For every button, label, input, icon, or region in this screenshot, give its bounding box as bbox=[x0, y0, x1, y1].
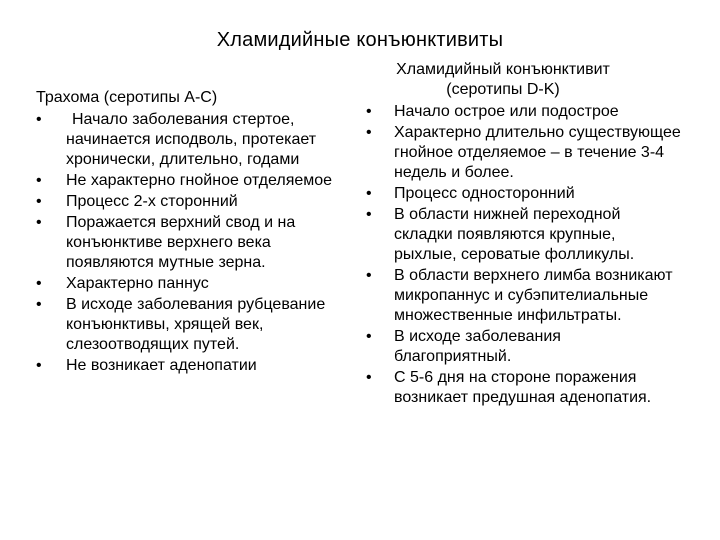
bullet-icon: • bbox=[366, 206, 372, 223]
bullet-icon: • bbox=[36, 172, 42, 189]
bullet-icon: • bbox=[366, 328, 372, 345]
list-item: • Поражается верхний свод и на конъюнктиве верхнего века появляются мутные зерна. bbox=[36, 214, 296, 271]
page-title: Хламидийные конъюнктивиты bbox=[216, 29, 504, 51]
trachoma-heading: Трахома (серотипы А-С) bbox=[36, 89, 218, 106]
list-item: • Характерно длительно существующее гнойное отделяемое – в течение 3-4 недель и более. bbox=[366, 124, 681, 181]
bullet-icon: • bbox=[36, 357, 42, 374]
trachoma-list bbox=[36, 110, 336, 376]
bullet-icon: • bbox=[36, 275, 42, 292]
list-item: • В области верхнего лимба возникают микропаннус и субэпителиальные множественные инфильтраты. bbox=[366, 267, 673, 324]
list-item: • Не характерно гнойное отделяемое bbox=[36, 172, 333, 189]
chlamydial-heading-line1: Хламидийный конъюнктивит bbox=[396, 61, 610, 78]
bullet-icon: • bbox=[36, 214, 42, 231]
bullet-icon: • bbox=[366, 185, 372, 202]
trachoma-column bbox=[36, 88, 336, 377]
bullet-icon: • bbox=[366, 103, 372, 120]
list-item: • В исходе заболевания благоприятный. bbox=[366, 328, 561, 365]
list-item: • В исходе заболевания рубцевание конъюнктивы, хрящей век, слезоотводящих путей. bbox=[36, 296, 326, 353]
bullet-icon: • bbox=[366, 124, 372, 141]
bullet-icon: • bbox=[36, 296, 42, 313]
list-item: • Не возникает аденопатии bbox=[36, 357, 257, 374]
list-item: • Начало заболевания стертое, начинается исподволь, протекает хронически, длительно, годами bbox=[36, 111, 317, 168]
chlamydial-heading bbox=[362, 60, 638, 100]
list-item: • Процесс 2-х сторонний bbox=[36, 193, 238, 210]
chlamydial-list bbox=[362, 102, 682, 408]
chlamydial-conjunctivitis-column bbox=[362, 60, 682, 409]
list-item: • Начало острое или подострое bbox=[366, 103, 619, 120]
list-item: • С 5-6 дня на стороне поражения возникает предушная аденопатия. bbox=[366, 369, 652, 406]
list-item: • В области нижней переходной складки появляются крупные, рыхлые, сероватые фолликулы. bbox=[366, 206, 635, 263]
bullet-icon: • bbox=[366, 369, 372, 386]
bullet-icon: • bbox=[36, 111, 42, 128]
bullet-icon: • bbox=[366, 267, 372, 284]
list-item: • Характерно паннус bbox=[36, 275, 209, 292]
list-item: • Процесс односторонний bbox=[366, 185, 575, 202]
bullet-icon: • bbox=[36, 193, 42, 210]
chlamydial-heading-line2: (серотипы D-K) bbox=[446, 81, 560, 98]
